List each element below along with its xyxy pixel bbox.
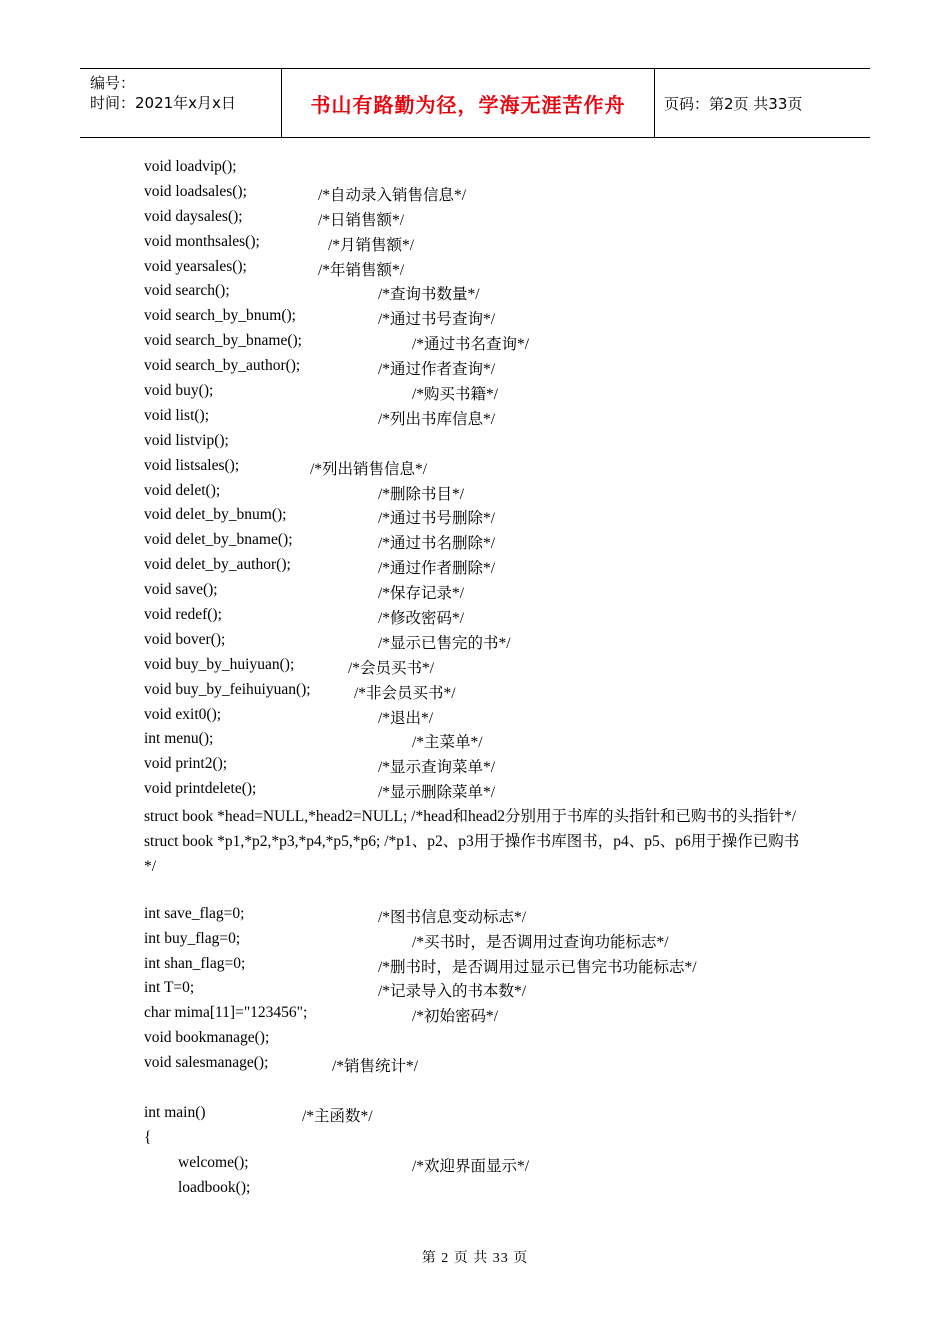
- code-line: [144, 1004, 824, 1029]
- code-line: [144, 382, 824, 407]
- code-text: void delet();: [144, 481, 221, 499]
- code-line: [144, 357, 824, 382]
- declarations-block: [144, 158, 824, 805]
- code-text: void save();: [144, 581, 218, 599]
- code-line: [144, 1129, 824, 1154]
- code-text: void buy_by_huiyuan();: [144, 655, 295, 673]
- code-comment: /*删书时，是否调用过显示已售完书功能标志*/: [378, 958, 697, 976]
- code-line: [144, 581, 824, 606]
- code-line: [144, 258, 824, 283]
- code-text: void list();: [144, 406, 210, 424]
- header-page-info: 页码：第2页 共33页: [664, 95, 803, 113]
- code-text: void yearsales();: [144, 257, 247, 275]
- page-footer: 第 2 页 共 33 页: [421, 1251, 529, 1266]
- code-comment: /*显示查询菜单*/: [378, 759, 496, 777]
- code-line: [144, 1029, 824, 1054]
- header-meta: [90, 73, 236, 113]
- code-line: [144, 1179, 824, 1204]
- code-line: [144, 706, 824, 731]
- code-comment: /*主函数*/: [302, 1107, 373, 1125]
- page-header: [80, 68, 870, 138]
- code-line: [144, 905, 824, 930]
- struct-pointers-declaration: struct book *p1,*p2,*p3,*p4,*p5,*p6; /*p1、p2、p3用于操作书库图书，p4、p5、p6用于操作已购书*/: [144, 833, 800, 875]
- code-line: [144, 979, 824, 1004]
- code-line: [144, 482, 824, 507]
- code-line: [144, 681, 824, 706]
- code-text: void redef();: [144, 606, 222, 624]
- code-line: [144, 1104, 824, 1129]
- code-text: void daysales();: [144, 207, 243, 225]
- struct-head-declaration: struct book *head=NULL,*head2=NULL; /*head和head2分别用于书库的头指针和已购书的头指针*/: [144, 808, 797, 826]
- blank-line: [144, 1079, 824, 1104]
- code-text: welcome();: [178, 1153, 249, 1171]
- code-text: void search_by_bnum();: [144, 307, 296, 325]
- code-text: void buy_by_feihuiyuan();: [144, 680, 311, 698]
- code-text: void search_by_author();: [144, 357, 301, 375]
- code-line: [144, 457, 824, 482]
- code-comment: /*会员买书*/: [348, 659, 435, 677]
- code-text: void search();: [144, 282, 230, 300]
- code-line: [144, 407, 824, 432]
- code-text: void delet_by_bnum();: [144, 506, 287, 524]
- code-text: void listsales();: [144, 456, 240, 474]
- code-text: int main(): [144, 1103, 206, 1121]
- code-comment: /*图书信息变动标志*/: [378, 908, 527, 926]
- number-label: 编号：: [90, 74, 136, 92]
- code-text: int T=0;: [144, 979, 195, 997]
- code-line: [144, 208, 824, 233]
- code-comment: /*年销售额*/: [318, 261, 405, 279]
- code-line: [144, 282, 824, 307]
- blank-line: [144, 880, 824, 905]
- main-function-block: [144, 1104, 824, 1204]
- code-comment: /*主菜单*/: [412, 734, 483, 752]
- code-comment: /*通过书名删除*/: [378, 535, 496, 553]
- code-line: [144, 307, 824, 332]
- code-line: [144, 730, 824, 755]
- code-comment: /*销售统计*/: [332, 1058, 419, 1076]
- code-comment: /*通过作者查询*/: [378, 361, 496, 379]
- code-line: [144, 432, 824, 457]
- code-text: {: [144, 1128, 152, 1146]
- code-comment: /*列出书库信息*/: [378, 410, 496, 428]
- code-line: [144, 656, 824, 681]
- code-text: void loadvip();: [144, 158, 237, 175]
- code-comment: /*通过书号删除*/: [378, 510, 496, 528]
- code-comment: /*修改密码*/: [378, 610, 465, 628]
- code-comment: /*买书时，是否调用过查询功能标志*/: [412, 933, 669, 951]
- code-line: [144, 955, 824, 980]
- code-text: void search_by_bname();: [144, 332, 302, 350]
- code-line: [144, 631, 824, 656]
- code-text: int shan_flag=0;: [144, 954, 246, 972]
- code-line: [144, 233, 824, 258]
- code-comment: /*记录导入的书本数*/: [378, 983, 527, 1001]
- code-comment: /*月销售额*/: [328, 236, 415, 254]
- code-text: void delet_by_author();: [144, 556, 291, 574]
- code-text: void monthsales();: [144, 232, 260, 250]
- code-comment: /*退出*/: [378, 709, 434, 727]
- code-line: [144, 531, 824, 556]
- date-label: 时间：2021年x月x日: [90, 94, 236, 112]
- code-text: void bookmanage();: [144, 1029, 270, 1047]
- header-motto: 书山有路勤为径，学海无涯苦作舟: [310, 93, 626, 117]
- code-text: int save_flag=0;: [144, 904, 245, 922]
- code-text: char mima[11]="123456";: [144, 1004, 308, 1022]
- code-comment: /*查询书数量*/: [378, 286, 480, 304]
- code-comment: /*自动录入销售信息*/: [318, 186, 467, 204]
- code-line: [144, 1054, 824, 1079]
- code-text: void salesmanage();: [144, 1054, 269, 1072]
- globals-block: [144, 905, 824, 1079]
- code-comment: /*保存记录*/: [378, 585, 465, 603]
- code-comment: /*显示删除菜单*/: [378, 784, 496, 802]
- code-text: void print2();: [144, 755, 228, 773]
- code-comment: /*非会员买书*/: [354, 684, 456, 702]
- code-line: [144, 1154, 824, 1179]
- code-line: [144, 930, 824, 955]
- code-text: void listvip();: [144, 431, 229, 449]
- code-listing: [144, 158, 824, 1203]
- code-text: void exit0();: [144, 705, 222, 723]
- code-line: [144, 158, 824, 183]
- code-text: loadbook();: [178, 1178, 251, 1196]
- code-text: void loadsales();: [144, 182, 247, 200]
- header-divider: [654, 69, 655, 137]
- code-text: void delet_by_bname();: [144, 531, 293, 549]
- code-comment: /*显示已售完的书*/: [378, 634, 511, 652]
- code-line: [144, 332, 824, 357]
- code-text: void bover();: [144, 630, 226, 648]
- code-text: int buy_flag=0;: [144, 929, 241, 947]
- code-line: [144, 506, 824, 531]
- code-comment: /*删除书目*/: [378, 485, 465, 503]
- code-comment: /*通过作者删除*/: [378, 560, 496, 578]
- code-comment: /*日销售额*/: [318, 211, 405, 229]
- code-line: [144, 780, 824, 805]
- code-comment: /*初始密码*/: [412, 1008, 499, 1026]
- code-text: void printdelete();: [144, 780, 257, 798]
- code-comment: /*购买书籍*/: [412, 386, 499, 404]
- code-text: void buy();: [144, 382, 214, 400]
- code-line: [144, 755, 824, 780]
- code-text: int menu();: [144, 730, 214, 748]
- code-comment: /*欢迎界面显示*/: [412, 1157, 530, 1175]
- code-comment: /*列出销售信息*/: [310, 460, 428, 478]
- code-comment: /*通过书名查询*/: [412, 336, 530, 354]
- code-line: [144, 606, 824, 631]
- code-line: [144, 556, 824, 581]
- code-line: [144, 183, 824, 208]
- code-comment: /*通过书号查询*/: [378, 311, 496, 329]
